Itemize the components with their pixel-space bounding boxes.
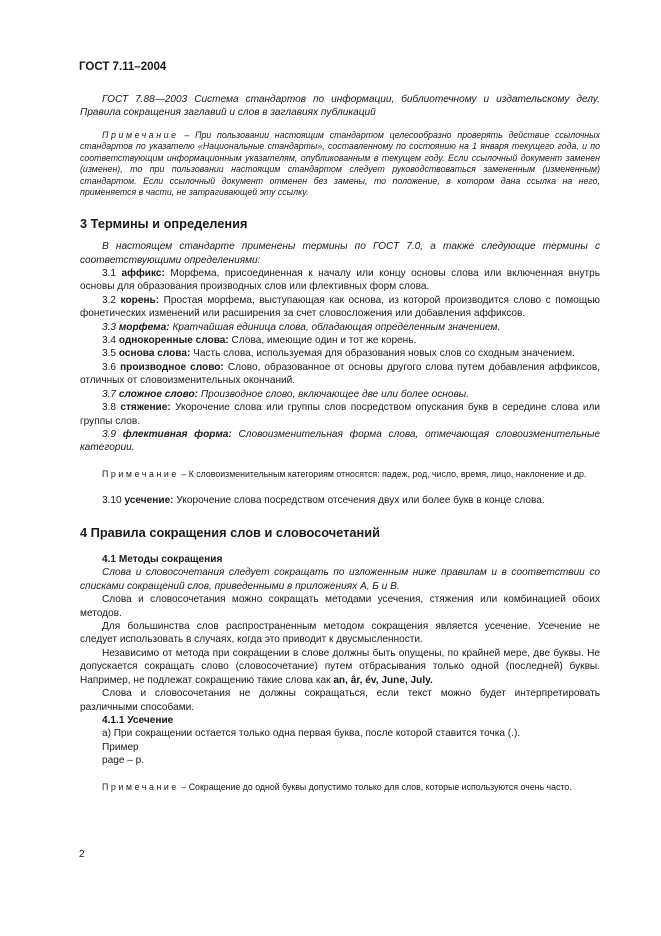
term-entry: 3.10 усечение: Укорочение слова посредством отсечения двух или более букв в конце слова. bbox=[102, 495, 545, 507]
term-entry: 3.8 стяжение: Укорочение слова или группы слов посредством опускания букв в середине слова или группы слов. bbox=[80, 402, 600, 427]
term-entry: 3.4 однокоренные слова: Слова, имеющие один и тот же корень. bbox=[102, 335, 417, 347]
term-entry: 3.1 аффикс: Морфема, присоединенная к началу или концу основы слова или включенная внутрь основы для образования производных слов или флективных форм слова. bbox=[80, 268, 600, 293]
term-entry: 3.3 морфема: Кратчайшая единица слова, обладающая определенным значением. bbox=[102, 321, 501, 333]
section-3-heading: 3 Термины и определения bbox=[80, 215, 248, 231]
term-name: стяжение: bbox=[120, 402, 171, 414]
term-name: флективная форма: bbox=[122, 428, 232, 440]
term-name: аффикс: bbox=[121, 268, 165, 280]
reference-entry: ГОСТ 7.88—2003 Система стандартов по информации, библиотечному и издательскому делу. Правила сокращения заглавий и слов в заглавиях публикаций bbox=[80, 94, 600, 119]
note-paragraph: Примечание – К словоизменительным категориям относятся: падеж, род, число, время, лицо, наклонение и др. bbox=[102, 468, 587, 479]
paragraph: Слова и словосочетания можно сокращать методами усечения, стяжения или комбинацией обоих методов. bbox=[80, 594, 600, 619]
subsection-heading: 4.1.1 Усечение bbox=[102, 714, 174, 726]
list-item: а) При сокращении остается только одна первая буква, после которой ставится точка (.). bbox=[102, 728, 521, 740]
paragraph: Независимо от метода при сокращении в слове должны быть опущены, по крайней мере, две буквы. Не допускается сокращать слово (словосочетание) путем отбрасывания только одной (последней) буквы. Например, не подлежат сокращению такие слова как an, âr, év, June, July. bbox=[80, 647, 600, 686]
note-text: К словоизменительным категориям относятся: падеж, род, число, время, лицо, наклонение и др. bbox=[188, 468, 587, 479]
paragraph: Слова и словосочетания не должны сокращаться, если текст можно будет интерпретировать различными способами. bbox=[80, 688, 600, 713]
term-name: морфема: bbox=[118, 321, 170, 333]
term-name: сложное слово: bbox=[118, 388, 199, 400]
note-label: Примечание bbox=[102, 468, 179, 479]
example-words: an, âr, év, June, July. bbox=[333, 674, 433, 686]
term-name: однокоренные слова: bbox=[118, 335, 229, 347]
page-content bbox=[80, 93, 600, 793]
term-entry: 3.2 корень: Простая морфема, выступающая как основа, из которой производится слово с помощью фонетических изменений или расширения за счет словосложения или добавления аффиксов. bbox=[80, 294, 600, 320]
note-text: Сокращение до одной буквы допустимо только для слов, которые используются очень часто. bbox=[188, 781, 572, 792]
term-name: усечение: bbox=[124, 495, 174, 507]
paragraph: Слова и словосочетания следует сокращать по изложенным ниже правилам и в соответствии со списками сокращений слов, приведенными в приложениях А, Б и В. bbox=[80, 567, 600, 592]
document-header: ГОСТ 7.11–2004 bbox=[79, 61, 167, 73]
term-name: основа слова: bbox=[118, 348, 191, 360]
note-paragraph: Примечание – При пользовании настоящим стандартом целесообразно проверять действие ссылочных стандартов по указателю «Национальные стандарты», составленному по состоянию на 1 января текущего года, и по соответствующим информационным указателям, опубликованным в текущем году. Если ссылочный документ заменен (изменен), то при пользовании настоящим стандартом следует руководствоваться замененным (измененным) стандартом. Если ссылочный документ отменен без замены, то положение, в котором дана ссылка на него, применяется в части, не затрагивающей эту ссылку. bbox=[80, 129, 601, 198]
note-label: Примечание bbox=[102, 781, 179, 792]
term-name: корень: bbox=[120, 294, 160, 306]
page-number: 2 bbox=[79, 849, 85, 860]
note-text: При пользовании настоящим стандартом целесообразно проверять действие ссылочных стандартов по указателю «Национальные стандарты», составленному по состоянию на 1 января текущего года, и по соответствующим информационным указателям, опубликованным в текущем году. Если ссылочный документ заменен (изменен), то при пользовании настоящим стандартом следует руководствоваться замененным (измененным) стандартом. Если ссылочный документ отменен без замены, то положение, в котором дана ссылка на него, применяется в части, не затрагивающей эту ссылку. bbox=[80, 129, 601, 198]
section-4-heading: 4 Правила сокращения слов и словосочетаний bbox=[80, 524, 380, 540]
term-entry: 3.9 флективная форма: Словоизменительная форма слова, отмечающая словоизменительные категории. bbox=[80, 428, 600, 454]
section-3-intro: В настоящем стандарте применены термины по ГОСТ 7.0, а также следующие термины с соответствующими определениями: bbox=[80, 241, 600, 266]
term-entry: 3.6 производное слово: Слово, образованное от основы другого слова путем добавления аффиксов, отличных от словоизменительных окончаний. bbox=[80, 361, 600, 387]
example-label: Пример bbox=[102, 741, 139, 753]
paragraph: Для большинства слов распространенным методом сокращения является усечение. Усечение не следует использовать в случаях, когда это приводит к двусмысленности. bbox=[80, 621, 600, 646]
term-entry: 3.5 основа слова: Часть слова, используемая для образования новых слов со сходным значением. bbox=[102, 348, 575, 360]
term-entry: 3.7 сложное слово: Производное слово, включающее две или более основы. bbox=[102, 388, 469, 400]
note-label: Примечание bbox=[102, 129, 179, 140]
term-name: производное слово: bbox=[120, 361, 224, 373]
note-paragraph: Примечание – Сокращение до одной буквы допустимо только для слов, которые используются очень часто. bbox=[102, 781, 572, 792]
subsection-heading: 4.1 Методы сокращения bbox=[102, 554, 223, 566]
example-text: page – p. bbox=[102, 755, 145, 767]
